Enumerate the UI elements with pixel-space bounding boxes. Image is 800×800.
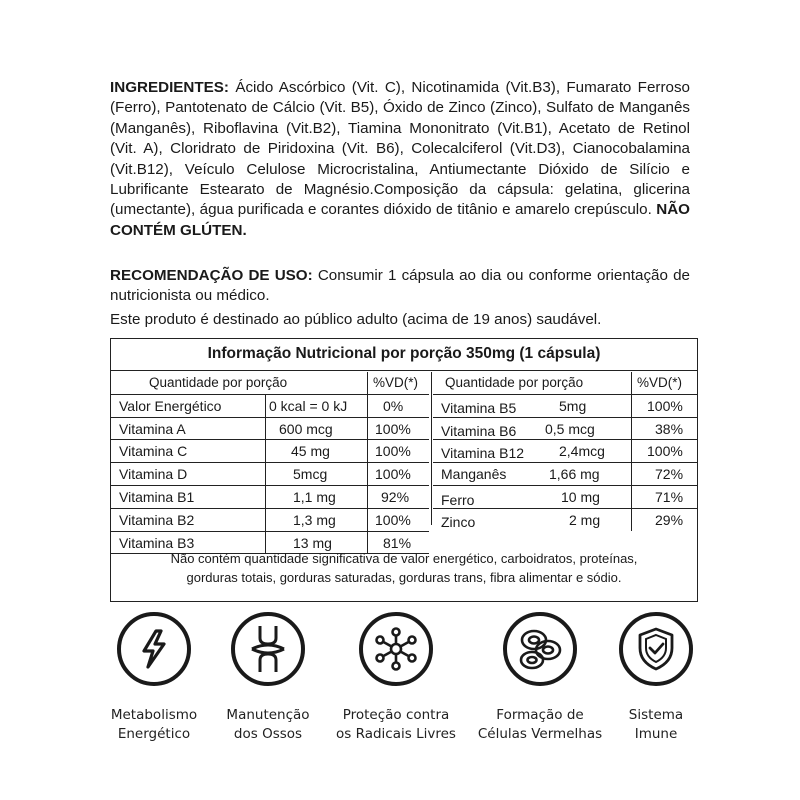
nutrient-name: Zinco bbox=[441, 513, 476, 530]
nutrient-name: Vitamina B6 bbox=[441, 422, 517, 439]
benefit-label-line-2: dos Ossos bbox=[233, 726, 303, 742]
nutrient-vd: 100% bbox=[647, 397, 683, 414]
ingredients-text: Ácido Ascórbico (Vit. C), Nicotinamida (Vit.B3), Fumarato Ferroso (Ferro), Pantotenato de Cálcio (Vit. B5), Óxido de Zinco (Zinco), Sulfato de Manganês (Manganês), Riboflavina (Vit.B2), Tiamina Mononitrato (Vit.B1), Acetato de Retinol (Vit. A), Cloridrato de Piridoxina (Vit. B6), Colecalciferol (Vit.D3), Cianocobalamina (Vit.B12), Veículo Celulose Microcristalina, Antiumectante Dióxido de Silício e Lubrificante Estearato de Magnésio.Composição da cápsula: gelatina, glicerina (umectante), água purificada e corantes dióxido de titânio e amarelo crepúsculo. bbox=[110, 79, 690, 219]
nutrient-vd: 100% bbox=[375, 511, 411, 528]
nutrient-vd: 100% bbox=[375, 466, 411, 483]
nutrient-vd: 100% bbox=[647, 443, 683, 460]
bone-joint-icon bbox=[231, 612, 305, 686]
nutrient-amount: 1,66 mg bbox=[549, 466, 600, 483]
benefit-bone-maintenance bbox=[198, 612, 338, 744]
table-row bbox=[433, 418, 697, 441]
nutrient-name: Vitamina B3 bbox=[119, 534, 195, 551]
nutrition-right-column bbox=[433, 372, 697, 531]
ingredients-heading: INGREDIENTES: bbox=[110, 79, 229, 96]
table-row bbox=[111, 486, 429, 509]
recommendation-heading: RECOMENDAÇÃO DE USO: bbox=[110, 267, 313, 284]
table-row bbox=[433, 486, 697, 509]
nutrient-amount: 45 mg bbox=[291, 443, 330, 460]
table-title-divider bbox=[111, 370, 697, 371]
nutrient-name: Vitamina B5 bbox=[441, 399, 517, 416]
lightning-icon bbox=[117, 612, 191, 686]
table-row bbox=[111, 418, 429, 441]
footnote-line-2: gorduras totais, gorduras saturadas, gorduras trans, fibra alimentar e sódio. bbox=[186, 570, 622, 585]
nutrient-vd: 81% bbox=[383, 534, 412, 551]
nutrient-name: Vitamina B2 bbox=[119, 511, 195, 528]
nutrient-vd: 100% bbox=[375, 443, 411, 460]
gluten-warning: NÃO CONTÉM GLÚTEN. bbox=[110, 201, 690, 239]
recommendation-text: Consumir 1 cápsula ao dia ou conforme orientação de nutricionista ou médico. bbox=[110, 267, 690, 305]
table-row bbox=[111, 509, 429, 532]
nutrient-amount: 1,3 mg bbox=[293, 511, 336, 528]
benefit-label-line-1: Manutenção bbox=[226, 707, 310, 723]
table-row bbox=[111, 395, 429, 418]
nutrient-name: Vitamina C bbox=[119, 443, 188, 460]
ingredients-paragraph bbox=[110, 78, 690, 241]
header-vd: %VD(*) bbox=[637, 375, 683, 390]
benefit-label-line-2: Energético bbox=[117, 726, 191, 742]
molecule-icon bbox=[359, 612, 433, 686]
nutrient-amount: 5mcg bbox=[293, 466, 328, 483]
table-row bbox=[433, 440, 697, 463]
table-row bbox=[433, 509, 697, 531]
nutrient-name: Valor Energético bbox=[119, 397, 222, 414]
benefit-label-line-1: Sistema bbox=[628, 707, 684, 723]
table-header-row bbox=[433, 372, 697, 395]
header-quantity: Quantidade por porção bbox=[149, 375, 288, 390]
table-row bbox=[433, 463, 697, 486]
nutrient-name: Manganês bbox=[441, 466, 507, 483]
nutrition-left-column bbox=[111, 372, 429, 554]
nutrient-amount: 13 mg bbox=[293, 534, 332, 551]
nutrient-amount: 0,5 mcg bbox=[545, 420, 595, 437]
nutrient-amount: 10 mg bbox=[561, 488, 600, 505]
nutrient-amount: 600 mcg bbox=[279, 420, 333, 437]
nutrient-name: Vitamina D bbox=[119, 466, 188, 483]
header-quantity: Quantidade por porção bbox=[445, 375, 584, 390]
nutrient-name: Ferro bbox=[441, 491, 475, 508]
nutrient-vd: 92% bbox=[381, 488, 410, 505]
benefit-label-line-1: Metabolismo bbox=[110, 707, 198, 723]
nutrient-amount: 1,1 mg bbox=[293, 488, 336, 505]
benefit-immune-system bbox=[586, 612, 726, 744]
table-row bbox=[433, 395, 697, 418]
nutrient-name: Vitamina B12 bbox=[441, 445, 525, 462]
benefit-label-line-2: os Radicais Livres bbox=[336, 726, 456, 742]
audience-note: Este produto é destinado ao público adulto (acima de 19 anos) saudável. bbox=[110, 311, 602, 328]
nutrient-amount: 2,4mcg bbox=[559, 443, 605, 460]
nutrient-vd: 38% bbox=[655, 420, 684, 437]
nutrient-amount: 0 kcal = 0 kJ bbox=[269, 397, 348, 414]
benefit-label-line-2: Células Vermelhas bbox=[477, 726, 603, 742]
footnote-line-1: Não contém quantidade significativa de valor energético, carboidratos, proteínas, bbox=[170, 551, 638, 566]
table-title: Informação Nutricional por porção 350mg (1 cápsula) bbox=[207, 345, 601, 362]
table-column-divider bbox=[431, 372, 432, 525]
nutrient-name: Vitamina A bbox=[119, 420, 186, 437]
shield-check-icon bbox=[619, 612, 693, 686]
nutrient-vd: 29% bbox=[655, 511, 684, 528]
recommendation-paragraph bbox=[110, 266, 690, 307]
nutrient-amount: 5mg bbox=[559, 397, 587, 414]
header-vd: %VD(*) bbox=[373, 375, 419, 390]
table-row bbox=[111, 440, 429, 463]
nutrient-vd: 0% bbox=[383, 397, 404, 414]
benefit-label-line-2: Imune bbox=[634, 726, 678, 742]
table-row bbox=[111, 463, 429, 486]
nutrient-name: Vitamina B1 bbox=[119, 488, 195, 505]
benefit-label-line-1: Formação de bbox=[496, 707, 584, 723]
nutrient-vd: 72% bbox=[655, 466, 684, 483]
nutrient-vd: 100% bbox=[375, 420, 411, 437]
benefit-label-line-1: Proteção contra bbox=[342, 707, 450, 723]
nutrition-table bbox=[110, 338, 698, 602]
benefit-free-radical-protection bbox=[326, 612, 466, 744]
table-footnote bbox=[111, 549, 697, 587]
table-header-row bbox=[111, 372, 429, 395]
nutrient-vd: 71% bbox=[655, 488, 684, 505]
nutrient-amount: 2 mg bbox=[569, 511, 601, 528]
red-blood-cells-icon bbox=[503, 612, 577, 686]
